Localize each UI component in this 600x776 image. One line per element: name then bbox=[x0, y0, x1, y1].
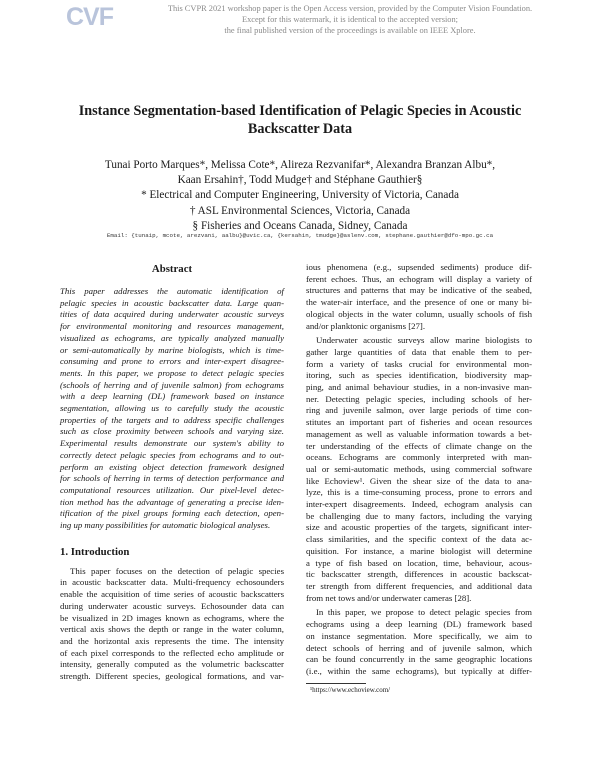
text-line: enable the acquisition of time series of acoustic backscatters bbox=[60, 589, 284, 600]
watermark-line: This CVPR 2021 workshop paper is the Open Access version, provided by the Computer Vision Foundation. bbox=[167, 4, 533, 13]
introduction-body bbox=[60, 566, 284, 683]
text-line: ing up many possibilities for automatic biological analyses. bbox=[60, 520, 271, 531]
text-line: properties of the targets and to address specific challenges bbox=[60, 414, 284, 425]
text-line: size and acoustic properties of the targets, significant inter- bbox=[306, 522, 532, 533]
watermark-line: the final published version of the proceedings is available on IEEE Xplore. bbox=[224, 26, 476, 35]
text-line: Experimental results demonstrate our system's ability to bbox=[60, 438, 284, 449]
text-line: itoring, such as species identification, biodiversity map- bbox=[306, 370, 532, 381]
text-line: ner. Detecting pelagic species, including schools of her- bbox=[306, 393, 532, 404]
text-line: tification of the pixel groups forming each detection, open- bbox=[60, 508, 284, 519]
text-line: can be found concurrently in the same geographic locations bbox=[306, 654, 532, 665]
text-line: consuming and prone to errors and inter-expert disagree- bbox=[60, 356, 284, 367]
text-line: tion method has the advantage of generating a precise iden- bbox=[60, 496, 284, 507]
text-line: structures and patterns that may be indicative of the seabed, bbox=[306, 285, 532, 296]
text-line: ious phenomena (e.g., supsended sediments) produce dif- bbox=[306, 262, 532, 272]
text-line: In this paper, we propose to detect pelagic species from bbox=[316, 607, 532, 618]
text-line: be visualized in 2D images known as echograms, where the bbox=[60, 612, 284, 623]
introduction-heading: 1. Introduction bbox=[60, 545, 130, 558]
paragraph bbox=[306, 607, 532, 677]
text-line: computational resources utilization. Our pixel-level detec- bbox=[60, 484, 284, 495]
text-line: with a deep learning (DL) framework based on instance bbox=[60, 391, 284, 402]
text-line: detect schools of herring and of juvenile salmon, which bbox=[306, 642, 532, 653]
text-line: correctly detect pelagic species from echograms and to out- bbox=[60, 449, 284, 460]
open-access-watermark bbox=[150, 3, 550, 36]
text-line: and/or planktonic organisms [27]. bbox=[306, 320, 426, 331]
affiliation: † ASL Environmental Sciences, Victoria, Canada bbox=[189, 204, 411, 217]
text-line: gather large quantities of data that enable them to per- bbox=[306, 346, 532, 357]
text-line: lyze, this is a time-consuming process, prone to errors and bbox=[306, 487, 532, 498]
text-line: in acoustic backscatter data. Multi-frequency echosounders bbox=[60, 577, 284, 588]
text-line: tities of data acquired during underwater acoustic surveys bbox=[60, 309, 284, 320]
text-line: pelagic species in acoustic backscatter data. Large quan- bbox=[60, 297, 284, 308]
paragraph bbox=[306, 335, 532, 604]
text-line: for environmental monitoring and resources management, bbox=[60, 321, 284, 332]
text-line: ter understanding of the effects of climate change on the bbox=[306, 440, 532, 451]
text-line: perform an existing object detection framework designed bbox=[60, 461, 284, 472]
text-line: like Echoview¹. Given the shear size of the data to ana- bbox=[306, 475, 532, 486]
text-line: strength. Different species, geological formations, and var- bbox=[60, 671, 284, 682]
text-line: (i.e., within the same echograms), but typically at differ- bbox=[306, 665, 532, 676]
paper-title bbox=[60, 102, 540, 138]
author-block bbox=[40, 158, 560, 234]
text-line: segmentation, allowing us to carefully study the acoustic bbox=[60, 403, 284, 414]
text-line: for schools of herring in terms of detection performance and bbox=[60, 473, 284, 484]
abstract-body bbox=[60, 286, 284, 532]
author-list: Tunai Porto Marques*, Melissa Cote*, Alireza Rezvanifar*, Alexandra Branzan Albu*, bbox=[104, 159, 496, 171]
affiliation: * Electrical and Computer Engineering, University of Victoria, Canada bbox=[141, 189, 459, 202]
text-line: ual or semi-automatic methods, using commercial software bbox=[306, 463, 532, 474]
title-line: Instance Segmentation-based Identification of Pelagic Species in Acoustic bbox=[78, 103, 522, 119]
text-line: or semi-automatically by marine biologists, which is time- bbox=[60, 344, 284, 355]
title-line: Backscatter Data bbox=[247, 121, 353, 137]
text-line: stitutes an important part of fisheries and ocean resources bbox=[306, 417, 532, 428]
text-line: echograms using a deep learning (DL) framework based bbox=[306, 619, 532, 630]
cvf-logo: CVF bbox=[66, 3, 113, 31]
text-line: during underwater acoustic surveys. Echosounder data can bbox=[60, 600, 284, 611]
text-line: a type of fish based on location, time, behaviour, acous- bbox=[306, 557, 532, 568]
right-column bbox=[306, 262, 532, 678]
text-line: visualized as echograms, are typically analyzed manually bbox=[60, 332, 284, 343]
text-line: ological objects in the water column, usually schools of fish bbox=[306, 308, 532, 319]
author-emails: Email: {tunaip, mcote, arezvani, aalbu}@uvic.ca, {kersahin, tmudge}@aslenv.com, stephane.gauthier@dfo-mpo.gc.ca bbox=[106, 232, 494, 239]
text-line: and the horizontal axis represents the time. The intensity bbox=[60, 635, 284, 646]
paragraph bbox=[306, 262, 532, 332]
text-line: of each pixel corresponds to the reflected echo amplitude or bbox=[60, 647, 284, 658]
footnote: ¹https://www.echoview.com/ bbox=[310, 686, 391, 694]
text-line: management as well as valuable information towards a bet- bbox=[306, 428, 532, 439]
author-list: Kaan Ersahin†, Todd Mudge† and Stéphane Gauthier§ bbox=[177, 174, 423, 187]
text-line: ping, and animal behaviour studies, in a non-invasive man- bbox=[306, 382, 532, 393]
text-line: such as close proximity between schools and varying size. bbox=[60, 426, 284, 437]
abstract-heading: Abstract bbox=[151, 263, 193, 275]
text-line: ring and juvenile salmon, over large periods of time con- bbox=[306, 405, 532, 416]
text-line: class similarities, and the specific context of the data ac- bbox=[306, 534, 532, 545]
text-line: the water-air interface, and the presence of one or many bi- bbox=[306, 297, 532, 308]
text-line: ments. In this paper, we propose to detect pelagic species bbox=[60, 367, 284, 378]
watermark-line: Except for this watermark, it is identical to the accepted version; bbox=[241, 15, 459, 24]
text-line: This paper focuses on the detection of pelagic species bbox=[70, 565, 284, 576]
affiliation: § Fisheries and Oceans Canada, Sidney, Canada bbox=[192, 219, 408, 232]
text-line: on instance segmentation. More specifically, we aim to bbox=[306, 630, 532, 641]
text-line: vertical axis shows the depth or range in the water column, bbox=[60, 624, 284, 635]
text-line: inter-expert disagreements. Indeed, echogram analysis can bbox=[306, 499, 532, 510]
text-line: quisition. For instance, a marine biologist will determine bbox=[306, 545, 532, 556]
text-line: be challenging due to many factors, including the varying bbox=[306, 510, 532, 521]
text-line: (schools of herring and of juvenile salmon) from echograms bbox=[60, 379, 284, 390]
footnote-rule bbox=[306, 683, 366, 684]
text-line: intensity, generally computed as the volumetric backscatter bbox=[60, 659, 284, 670]
text-line: oceans. Echograms are commonly interpreted with man- bbox=[306, 452, 532, 463]
text-line: from net tows and/or underwater cameras [28]. bbox=[306, 592, 472, 603]
text-line: tic backscatter strength, differences in acoustic backscat- bbox=[306, 569, 532, 580]
left-column bbox=[60, 262, 284, 683]
text-line: Underwater acoustic surveys allow marine biologists to bbox=[316, 335, 532, 346]
text-line: ferent echoes. Thus, an echogram will display a variety of bbox=[306, 273, 532, 284]
text-line: ter strength from different frequencies, and additional data bbox=[306, 580, 532, 591]
text-line: This paper addresses the automatic identification of bbox=[60, 286, 284, 296]
text-line: form a variety of tasks crucial for environmental mon- bbox=[306, 358, 532, 369]
